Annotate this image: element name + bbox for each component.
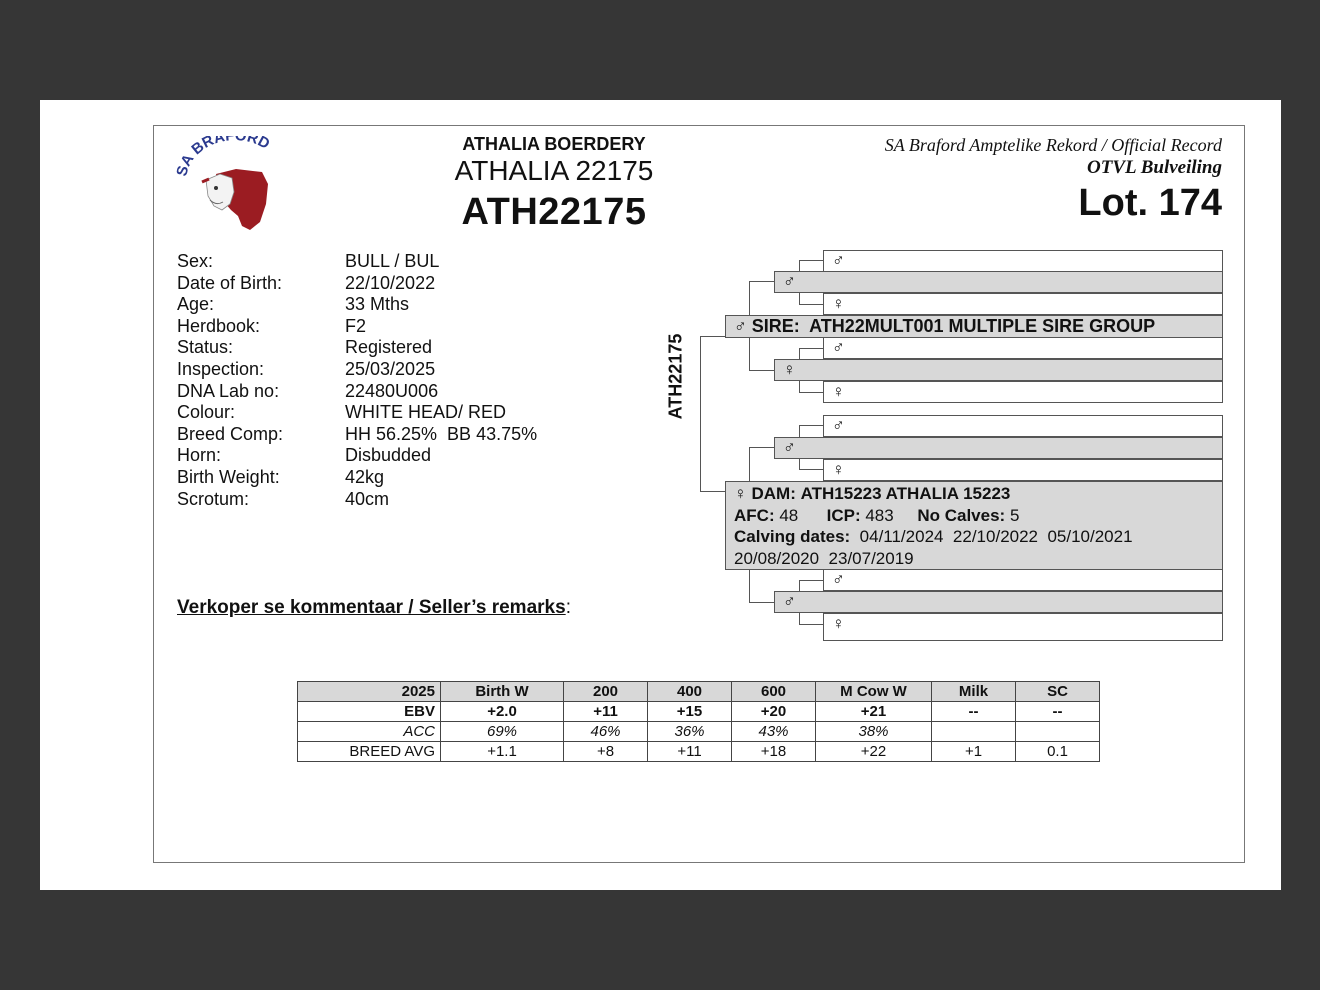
pedigree-line — [799, 392, 823, 393]
ebv-header-cell: 2025 — [298, 682, 441, 702]
female-icon: ♀ — [832, 382, 845, 401]
pedigree-dam-sire-dam — [823, 459, 1223, 481]
pedigree-line — [700, 336, 726, 337]
acc-cell: 43% — [732, 722, 816, 742]
official-record-card: A BRA RD ATHALIA BOERDERY ATHALIA 22175 ATH22175 SA Braford Amptelike Rekord / Official Record OTVL Bulveiling Lot. 174 Sex: BULL / BUL Date of Birth: 22/10/2022 Age: 33 Mths Herdbook: F2 Status: Registered Inspection: 25/03/2025 DNA Lab no: 22480U006 Colour: WHITE HEAD/ RED Breed Comp: HH 56.25% BB 43.75% Horn: Disbudded Birth Weight: 42kg Scrotum: 40cm Verkoper se kommentaar / Seller’s remarks: ATH22175 ♂ ♂ ♀ ♂ SIRE: ATH22MULT001 MULTIPLE SIRE GROUP ♂ ♀ ♀ ♂ ♂ ♀ ♀ DAM: ATH15223 ATHALIA 15223 AFC: 48 ICP: 483 No Calves: 5 Calving dates: 04/11/2024 22/10/2022 05/10/2021 20/08/2020 23/07/2019 ♂ ♂ ♀ 2025 Birth W 200 400 600 M Cow W Milk SC EBV +2.0 +11 +15 +20 +21 -- -- ACC 69% 46% 36% 43% 38% BREED AVG +1.1 +8 +11 +18 +22 +1 0.1 — [153, 125, 1245, 863]
acc-cell — [932, 722, 1016, 742]
ebv-cell: +20 — [732, 702, 816, 722]
male-icon: ♂ — [832, 570, 845, 589]
male-icon: ♂ — [832, 251, 845, 270]
detail-value: BULL / BUL — [345, 251, 440, 271]
detail-label: Breed Comp: — [177, 423, 284, 444]
pedigree-sire-dam-sire — [823, 337, 1223, 359]
afc-value: 48 — [779, 505, 799, 525]
female-icon: ♀ — [832, 460, 845, 479]
detail-label: Sex: — [177, 251, 214, 271]
acc-cell: 46% — [564, 722, 648, 742]
pedigree-dam — [725, 481, 1223, 570]
female-icon: ♀ — [832, 294, 845, 313]
male-icon: ♂ — [734, 317, 747, 336]
ebv-cell: +11 — [564, 702, 648, 722]
pedigree-line — [749, 281, 775, 282]
male-icon: ♂ — [783, 272, 796, 291]
detail-row — [177, 489, 537, 511]
breed-avg-cell: +1 — [932, 742, 1016, 762]
detail-label: Date of Birth: — [177, 272, 283, 293]
male-icon: ♂ — [783, 592, 796, 611]
detail-value: 40cm — [345, 488, 390, 509]
sale-name: OTVL Bulveiling — [1087, 157, 1222, 178]
animal-name: ATHALIA 22175 — [454, 155, 654, 186]
detail-row — [177, 467, 537, 489]
detail-value: 33 Mths — [345, 294, 410, 315]
detail-label: Birth Weight: — [177, 466, 280, 487]
female-icon: ♀ — [783, 360, 796, 379]
ebv-header-cell: 600 — [732, 682, 816, 702]
acc-cell: ACC — [298, 722, 441, 742]
detail-value: WHITE HEAD/ RED — [345, 402, 507, 423]
pedigree-line — [799, 469, 823, 470]
breed-avg-cell: +22 — [816, 742, 932, 762]
detail-label: Colour: — [177, 402, 236, 423]
detail-label: Age: — [177, 294, 215, 315]
pedigree-line — [749, 447, 775, 448]
pedigree-sire-sire-dam — [823, 293, 1223, 315]
dam-label: DAM: — [751, 484, 796, 503]
animal-id: ATH22175 — [461, 191, 647, 233]
dam-text: ATH15223 ATHALIA 15223 — [800, 484, 1011, 503]
detail-row — [177, 445, 537, 467]
remarks-colon: : — [565, 597, 571, 618]
pedigree-sire-sire-sire — [823, 250, 1223, 272]
breed-avg-cell: +11 — [648, 742, 732, 762]
detail-row — [177, 251, 537, 273]
pedigree-dam-dam — [774, 591, 1223, 613]
detail-value: 22480U006 — [345, 380, 439, 401]
pedigree-sire-dam-dam — [823, 381, 1223, 403]
pedigree-sire-sire — [774, 271, 1223, 293]
pedigree-dam-dam-sire — [823, 569, 1223, 591]
pedigree-line — [799, 425, 823, 426]
remarks-label: Verkoper se kommentaar / Seller’s remarks — [177, 597, 566, 618]
pedigree-line — [749, 602, 775, 603]
calves-value: 5 — [1009, 505, 1020, 525]
ebv-cell: +2.0 — [441, 702, 564, 722]
acc-cell: 69% — [441, 722, 564, 742]
detail-row — [177, 381, 537, 403]
male-icon: ♂ — [832, 416, 845, 435]
dam-title — [734, 483, 1222, 505]
detail-label: Herdbook: — [177, 315, 261, 336]
pedigree-dam-sire-sire — [823, 415, 1223, 437]
ebv-table — [297, 681, 1100, 762]
acc-cell — [1016, 722, 1100, 742]
lot-number: Lot. 174 — [1078, 182, 1222, 224]
afc-label: AFC: — [734, 505, 775, 525]
detail-value: HH 56.25% BB 43.75% — [345, 423, 538, 444]
ebv-row — [298, 702, 1100, 722]
male-icon: ♂ — [783, 438, 796, 457]
pedigree-line — [749, 370, 775, 371]
male-icon: ♂ — [832, 338, 845, 357]
breed-avg-row — [298, 742, 1100, 762]
pedigree-dam-sire — [774, 437, 1223, 459]
breed-avg-cell: +18 — [732, 742, 816, 762]
ebv-header-row — [298, 682, 1100, 702]
icp-value: 483 — [865, 505, 894, 525]
detail-row — [177, 424, 537, 446]
pedigree-sire-dam — [774, 359, 1223, 381]
ebv-cell: +21 — [816, 702, 932, 722]
detail-label: Status: — [177, 337, 234, 358]
detail-value: 25/03/2025 — [345, 358, 436, 379]
detail-row — [177, 273, 537, 295]
detail-label: Scrotum: — [177, 488, 250, 509]
pedigree-line — [799, 348, 823, 349]
sire-text: ATH22MULT001 MULTIPLE SIRE GROUP — [809, 316, 1156, 336]
acc-row — [298, 722, 1100, 742]
acc-cell: 38% — [816, 722, 932, 742]
detail-row — [177, 294, 537, 316]
acc-cell: 36% — [648, 722, 732, 742]
detail-label: DNA Lab no: — [177, 380, 280, 401]
ebv-cell: EBV — [298, 702, 441, 722]
breed-avg-cell: +8 — [564, 742, 648, 762]
pedigree-line — [700, 336, 701, 491]
detail-value: Disbudded — [345, 445, 432, 466]
document-page — [40, 100, 1281, 890]
detail-label: Inspection: — [177, 358, 265, 379]
breed-avg-cell: +1.1 — [441, 742, 564, 762]
ebv-header-cell: 400 — [648, 682, 732, 702]
sellers-remarks — [177, 597, 571, 619]
pedigree-line — [799, 304, 823, 305]
detail-label: Horn: — [177, 445, 222, 466]
ebv-header-cell: M Cow W — [816, 682, 932, 702]
pedigree-line — [799, 580, 823, 581]
detail-row — [177, 316, 537, 338]
ebv-header-cell: Milk — [932, 682, 1016, 702]
calving-dates — [734, 526, 1222, 548]
animal-details — [177, 251, 537, 510]
record-title: SA Braford Amptelike Rekord / Official Record — [884, 135, 1222, 155]
detail-value: Registered — [345, 337, 433, 358]
calves-label: No Calves: — [917, 505, 1006, 525]
detail-value: F2 — [345, 315, 367, 336]
ebv-cell: -- — [932, 702, 1016, 722]
pedigree-line — [700, 491, 726, 492]
pedigree-dam-dam-dam — [823, 613, 1223, 641]
calving-line-2: 20/08/2020 23/07/2019 — [734, 548, 914, 568]
ebv-cell: -- — [1016, 702, 1100, 722]
calving-label: Calving dates: — [734, 527, 851, 546]
breed-avg-cell: 0.1 — [1016, 742, 1100, 762]
female-icon: ♀ — [832, 614, 845, 633]
pedigree-line — [799, 260, 823, 261]
detail-value: 22/10/2022 — [345, 272, 436, 293]
female-icon: ♀ — [734, 484, 747, 503]
breed-avg-cell: BREED AVG — [298, 742, 441, 762]
detail-row — [177, 402, 537, 424]
ebv-header-cell: Birth W — [441, 682, 564, 702]
farm-name: ATHALIA BOERDERY — [462, 134, 646, 154]
pedigree-line — [799, 624, 823, 625]
icp-label: ICP: — [826, 505, 861, 525]
ebv-cell: +15 — [648, 702, 732, 722]
pedigree-sire — [725, 315, 1223, 338]
detail-value: 42kg — [345, 466, 385, 487]
detail-row — [177, 337, 537, 359]
sire-label: SIRE: — [751, 316, 800, 336]
ebv-header-cell: 200 — [564, 682, 648, 702]
svg-text:SA BRAFORD: A BRA RD — [177, 136, 273, 170]
ebv-header-cell: SC — [1016, 682, 1100, 702]
detail-row — [177, 359, 537, 381]
calving-line-1: 04/11/2024 22/10/2022 05/10/2021 — [859, 527, 1133, 546]
dam-stats — [734, 505, 1222, 527]
